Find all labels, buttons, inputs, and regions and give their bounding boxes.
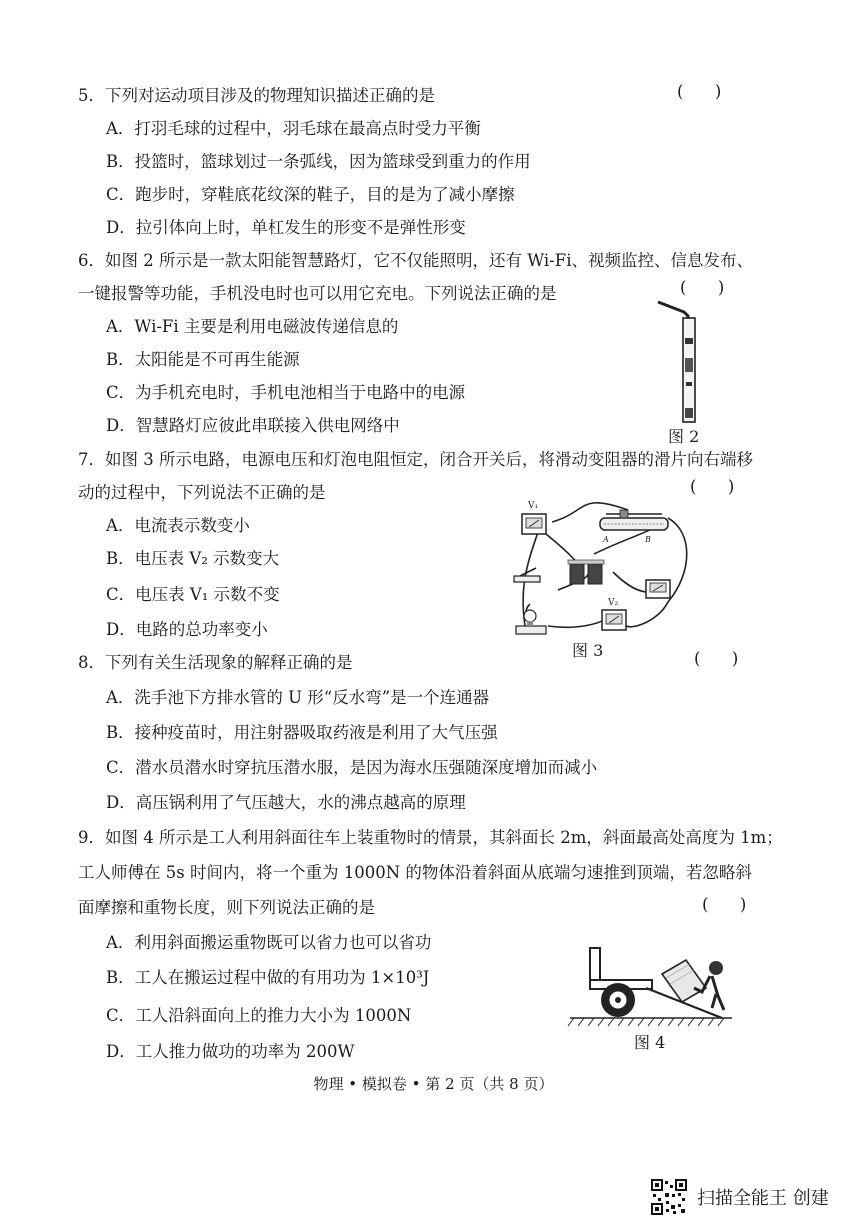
q6-answer-paren: ( ) xyxy=(680,278,725,297)
q7-option-d: D．电路的总功率变小 xyxy=(106,620,268,639)
bulb-icon xyxy=(516,610,546,634)
q6-option-b: B．太阳能是不可再生能源 xyxy=(106,350,300,369)
q9-option-b: B．工人在搬运过程中做的有用功为 1×10³J xyxy=(106,968,430,987)
figure-2-caption: 图 2 xyxy=(668,427,700,446)
label-terminal-b: B xyxy=(645,535,651,544)
figure-4-incline xyxy=(566,944,736,1030)
q6-option-c: C．为手机充电时，手机电池相当于电路中的电源 xyxy=(106,383,466,402)
qr-code-icon xyxy=(651,1179,687,1215)
q9-option-a: A．利用斜面搬运重物既可以省力也可以省功 xyxy=(106,933,432,952)
q9-stem-line2: 工人师傅在 5s 时间内，将一个重为 1000N 的物体沿着斜面从底端匀速推到顶端，若忽略斜 xyxy=(78,863,752,882)
q6-option-d: D．智慧路灯应彼此串联接入供电网络中 xyxy=(106,416,400,435)
scanner-watermark-text: 扫描全能王 创建 xyxy=(697,1188,829,1209)
figure-3-caption: 图 3 xyxy=(572,641,604,660)
label-v1: V₁ xyxy=(528,501,539,511)
figure-3-circuit xyxy=(508,492,698,640)
q8-option-d: D．高压锅利用了气压越大，水的沸点越高的原理 xyxy=(106,793,466,812)
q9-option-d: D．工人推力做功的功率为 200W xyxy=(106,1042,355,1061)
q5-option-b: B．投篮时，篮球划过一条弧线，因为篮球受到重力的作用 xyxy=(106,152,531,171)
figure-4-caption: 图 4 xyxy=(634,1033,666,1052)
box-icon xyxy=(662,960,706,1002)
q6-stem-line2: 一键报警等功能，手机没电时也可以用它充电。下列说法正确的是 xyxy=(78,284,557,303)
rheostat-icon xyxy=(600,510,668,530)
q7-option-c: C．电压表 V₁ 示数不变 xyxy=(106,585,280,604)
truck-icon xyxy=(590,948,652,1017)
q8-option-b: B．接种疫苗时，用注射器吸取药液是利用了大气压强 xyxy=(106,723,498,742)
q9-option-c: C．工人沿斜面向上的推力大小为 1000N xyxy=(106,1006,412,1025)
q7-option-b: B．电压表 V₂ 示数变大 xyxy=(106,549,280,568)
q5-option-d: D．拉引体向上时，单杠发生的形变不是弹性形变 xyxy=(106,218,466,237)
scanner-watermark xyxy=(651,1175,861,1215)
q5-option-a: A．打羽毛球的过程中，羽毛球在最高点时受力平衡 xyxy=(106,119,481,138)
q6-stem-line1: 6．如图 2 所示是一款太阳能智慧路灯，它不仅能照明，还有 Wi-Fi、视频监控、信息发布、 xyxy=(78,251,753,270)
q7-option-a: A．电流表示数变小 xyxy=(106,516,250,535)
battery-icon xyxy=(568,560,604,584)
q5-option-c: C．跑步时，穿鞋底花纹深的鞋子，目的是为了减小摩擦 xyxy=(106,185,515,204)
q8-option-a: A．洗手池下方排水管的 U 形“反水弯”是一个连通器 xyxy=(106,688,490,707)
q6-option-a: A．Wi-Fi 主要是利用电磁波传递信息的 xyxy=(106,317,399,336)
figure-2-street-lamp xyxy=(650,298,710,426)
label-v2: V₂ xyxy=(608,598,619,608)
q5-stem: 5．下列对运动项目涉及的物理知识描述正确的是 xyxy=(78,86,435,105)
q5-answer-paren: ( ) xyxy=(677,82,722,101)
q9-stem-line3: 面摩擦和重物长度，则下列说法正确的是 xyxy=(78,898,375,917)
q8-answer-paren: ( ) xyxy=(694,649,739,668)
page-footer: 物理 • 模拟卷 • 第 2 页（共 8 页） xyxy=(313,1075,554,1093)
label-terminal-a: A xyxy=(603,535,609,544)
q7-stem-line2: 动的过程中，下列说法不正确的是 xyxy=(78,483,326,502)
q9-stem-line1: 9．如图 4 所示是工人利用斜面往车上装重物时的情景，其斜面长 2m，斜面最高处高度为 1m； xyxy=(78,828,783,847)
q8-stem: 8．下列有关生活现象的解释正确的是 xyxy=(78,653,353,672)
ammeter-icon xyxy=(646,580,670,598)
q9-answer-paren: ( ) xyxy=(702,895,747,914)
q8-option-c: C．潜水员潜水时穿抗压潜水服，是因为海水压强随深度增加而减小 xyxy=(106,758,598,777)
voltmeter-v2-icon xyxy=(602,610,626,630)
q7-stem-line1: 7．如图 3 所示电路，电源电压和灯泡电阻恒定，闭合开关后，将滑动变阻器的滑片向右端移 xyxy=(78,450,753,469)
q7-answer-paren: ( ) xyxy=(690,477,735,496)
voltmeter-v1-icon xyxy=(522,514,546,534)
